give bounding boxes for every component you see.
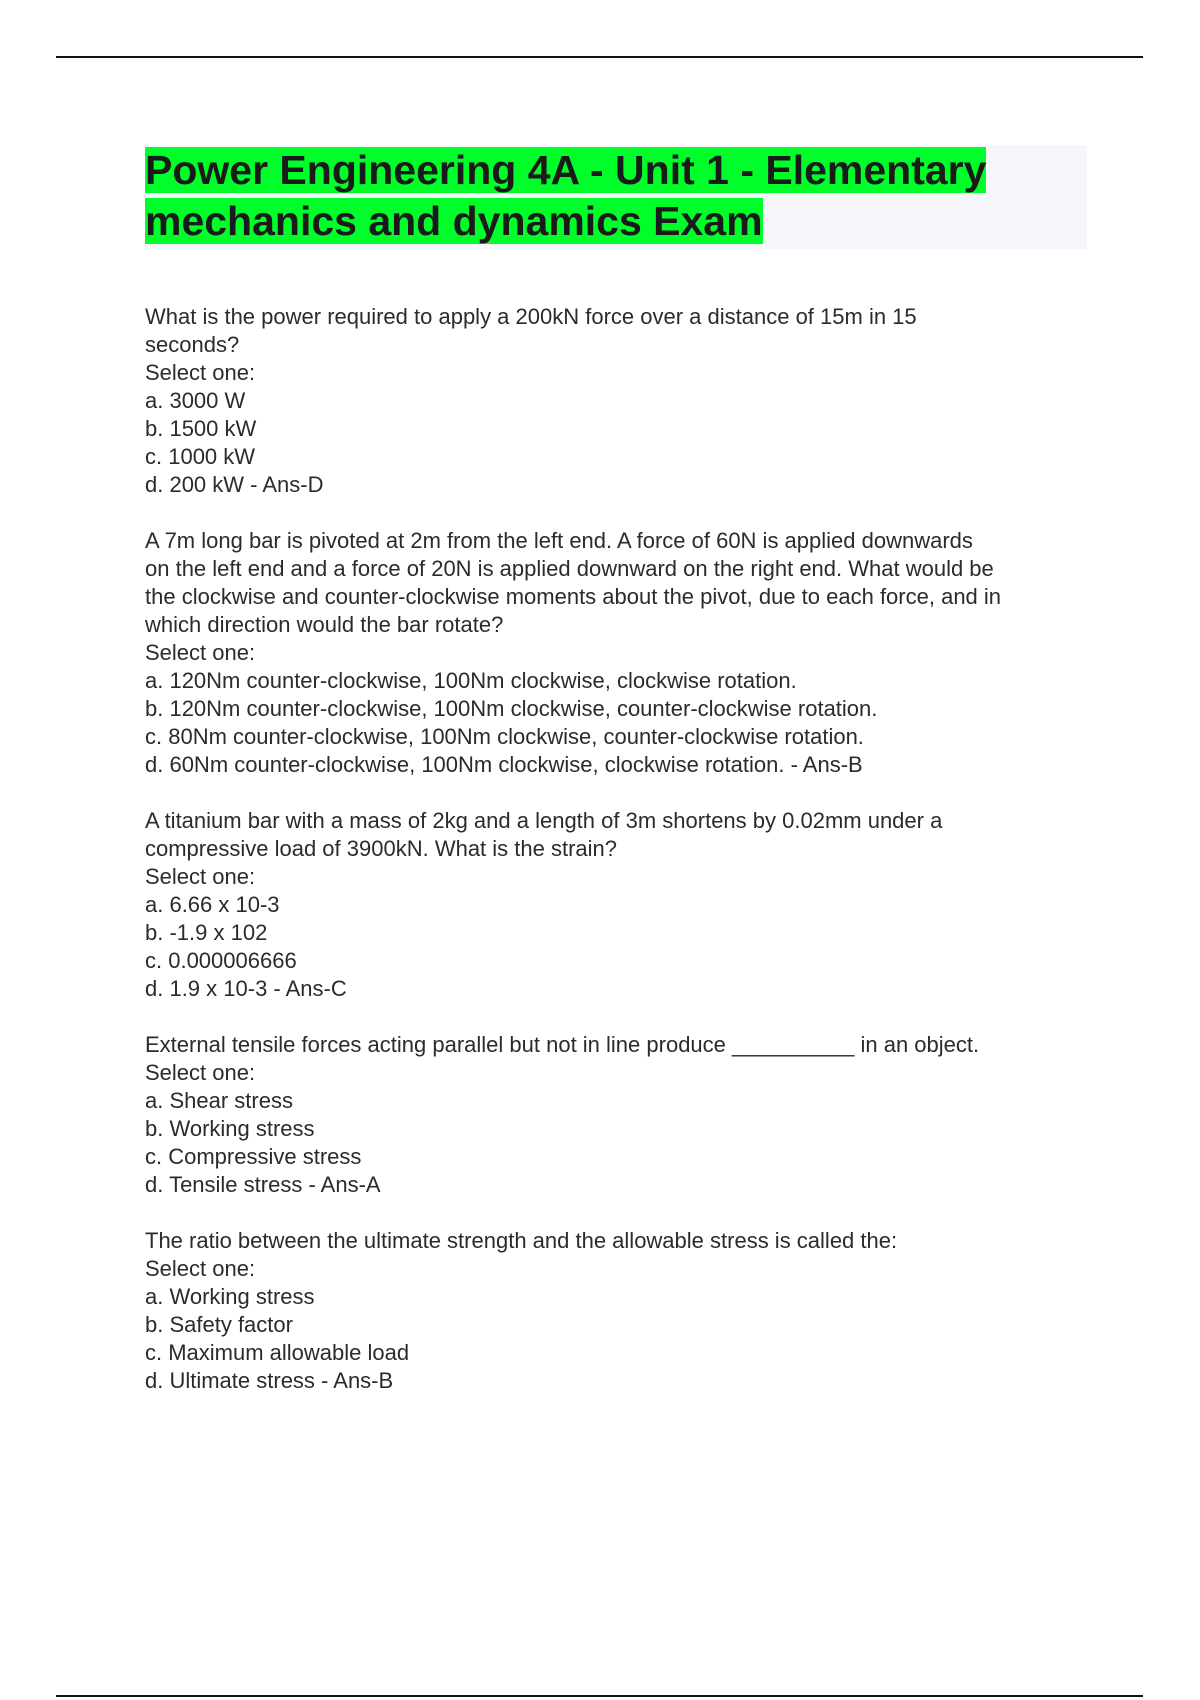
option-c: c. 0.000006666: [145, 948, 297, 973]
question-text-line: on the left end and a force of 20N is applied downward on the right end. What would be: [145, 556, 994, 581]
option-b-answer: b. Safety factor: [145, 1312, 293, 1337]
question-3: [145, 807, 1105, 1003]
question-4: [145, 1031, 1105, 1199]
option-c: c. Maximum allowable load: [145, 1340, 410, 1365]
question-text-line: compressive load of 3900kN. What is the strain?: [145, 836, 618, 861]
option-b: b. 1500 kW: [145, 416, 257, 441]
option-c: c. 80Nm counter-clockwise, 100Nm clockwise, counter-clockwise rotation.: [145, 724, 864, 749]
question-text-line: The ratio between the ultimate strength and the allowable stress is called the:: [145, 1228, 898, 1253]
option-b: b. 120Nm counter-clockwise, 100Nm clockwise, counter-clockwise rotation.: [145, 696, 878, 721]
page-title: [145, 145, 1087, 247]
question-5: [145, 1227, 1105, 1395]
option-d-answer: d. 1.9 x 10-3 - Ans-C: [145, 976, 347, 1001]
question-text-line: A 7m long bar is pivoted at 2m from the left end. A force of 60N is applied downwards: [145, 528, 973, 553]
option-d: d. Tensile stress - Ans-A: [145, 1172, 381, 1197]
title-block: [145, 145, 1087, 249]
select-prompt: Select one:: [145, 1060, 256, 1085]
option-c: c. Compressive stress: [145, 1144, 362, 1169]
option-a: a. 3000 W: [145, 388, 246, 413]
option-c: c. 1000 kW: [145, 444, 256, 469]
title-line: Power Engineering 4A - Unit 1 - Elementary: [145, 147, 987, 193]
select-prompt: Select one:: [145, 640, 256, 665]
question-text-line: External tensile forces acting parallel but not in line produce __________ in an object.: [145, 1032, 980, 1057]
option-a: a. Working stress: [145, 1284, 315, 1309]
question-text-line: A titanium bar with a mass of 2kg and a length of 3m shortens by 0.02mm under a: [145, 808, 943, 833]
select-prompt: Select one:: [145, 1256, 256, 1281]
question-2: [145, 527, 1105, 779]
question-text-line: the clockwise and counter-clockwise moments about the pivot, due to each force, and in: [145, 584, 1002, 609]
select-prompt: Select one:: [145, 360, 256, 385]
option-a-answer: a. Shear stress: [145, 1088, 293, 1113]
option-b: b. -1.9 x 102: [145, 920, 268, 945]
option-d-answer: d. 200 kW - Ans-D: [145, 472, 324, 497]
title-line: mechanics and dynamics Exam: [145, 198, 763, 244]
question-text-line: seconds?: [145, 332, 240, 357]
question-list: [145, 303, 1105, 1423]
option-b: b. Working stress: [145, 1116, 315, 1141]
option-a: a. 6.66 x 10-3: [145, 892, 280, 917]
question-text-line: What is the power required to apply a 200kN force over a distance of 15m in 15: [145, 304, 917, 329]
question-text-line: which direction would the bar rotate?: [145, 612, 504, 637]
question-1: [145, 303, 1105, 499]
bottom-rule: [56, 1695, 1143, 1697]
select-prompt: Select one:: [145, 864, 256, 889]
option-a: a. 120Nm counter-clockwise, 100Nm clockwise, clockwise rotation.: [145, 668, 797, 693]
top-rule: [56, 56, 1143, 58]
option-d-answer: d. 60Nm counter-clockwise, 100Nm clockwise, clockwise rotation. - Ans-B: [145, 752, 863, 777]
option-d: d. Ultimate stress - Ans-B: [145, 1368, 394, 1393]
